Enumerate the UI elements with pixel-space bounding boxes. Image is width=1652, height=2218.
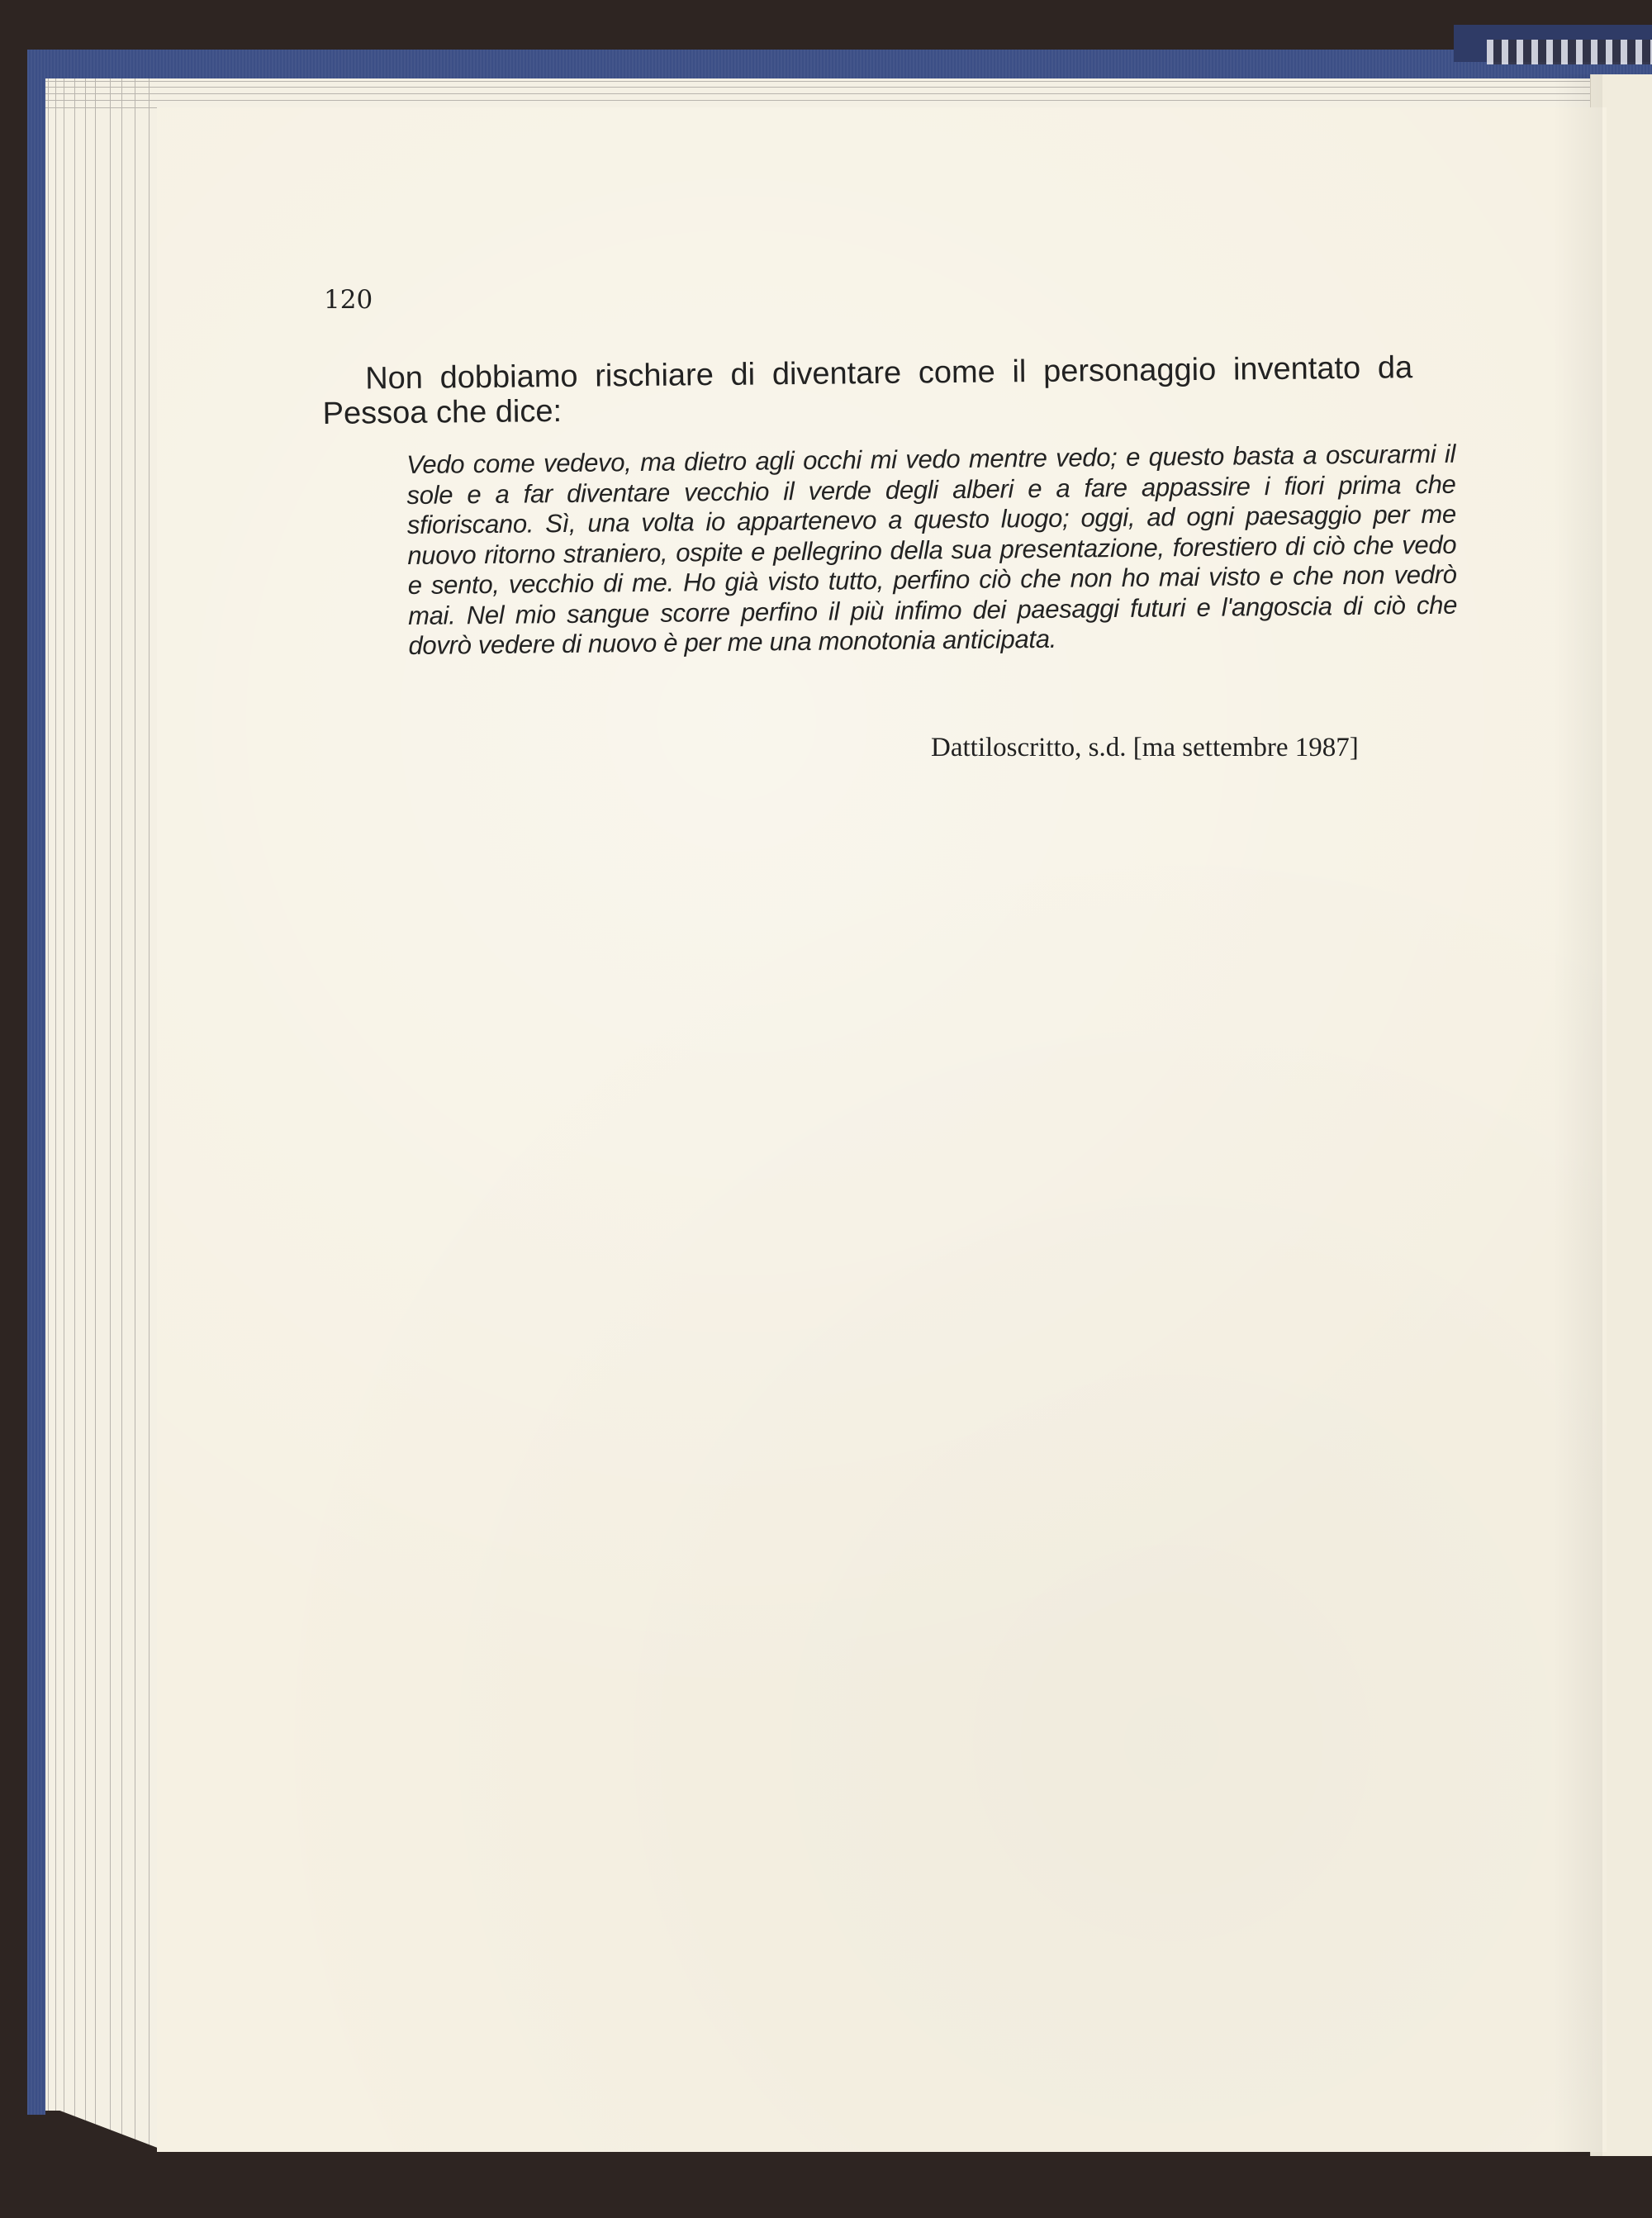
headband [1487,40,1652,64]
intro-paragraph: Non dobbiamo rischiare di diventare come il personaggio inventato da Pessoa che dice: [322,350,1413,431]
page-number: 120 [324,285,373,315]
block-quote: Vedo come vedevo, ma dietro agli occhi mi vedo mentre vedo; e questo basta a oscurarmi il sole e a far diventare vecchio il verde degli alberi e a fare appassire i fiori prima che sfioriscano. Sì, una volta io appartenevo a questo luogo; oggi, ad ogni paesaggio per me nuovo ritorno straniero, ospite e pellegrino della sua presentazione, forestiero di ciò che vedo e sento, vecchio di me. Ho già visto tutto, perfino ciò che non ho mai visto e che non vedrò mai. Nel mio sangue scorre perfino il più infimo dei paesaggi futuri e l'angoscia di ciò che dovrò vedere di nuovo è per me una monotonia anticipata. [406,439,1458,660]
quote-attribution: Dattiloscritto, s.d. [ma settembre 1987] [931,733,1359,762]
gutter-shadow [1553,74,1602,2156]
